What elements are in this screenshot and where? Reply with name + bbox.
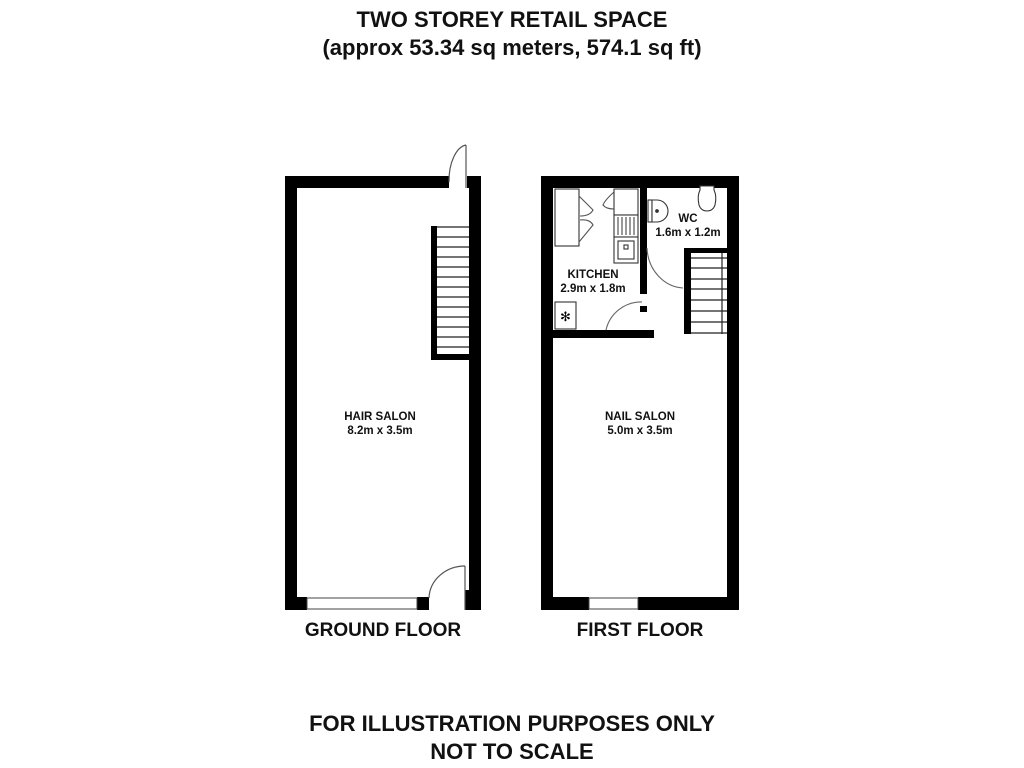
ground-floor-window <box>307 598 417 609</box>
ground-floor-walls <box>285 176 481 610</box>
disclaimer-line-1: FOR ILLUSTRATION PURPOSES ONLY <box>309 711 715 736</box>
ground-floor-plan <box>285 145 481 610</box>
room-dimensions: 5.0m x 3.5m <box>607 425 673 437</box>
first-floor-window <box>589 598 638 609</box>
plan-area-subtitle: (approx 53.34 sq meters, 574.1 sq ft) <box>322 35 702 60</box>
room-label-kitchen <box>552 268 634 296</box>
room-name: KITCHEN <box>567 269 619 281</box>
ground-floor-front-door <box>429 566 465 610</box>
ground-floor-staircase <box>431 226 471 360</box>
kitchen-fixtures <box>555 189 638 329</box>
disclaimer-line-2: NOT TO SCALE <box>430 739 594 764</box>
hob-icon: ✻ <box>560 310 571 325</box>
floor-label-first: FIRST FLOOR <box>576 620 704 641</box>
room-dimensions: 1.6m x 1.2m <box>655 227 721 239</box>
room-name: NAIL SALON <box>604 411 676 423</box>
room-dimensions: 2.9m x 1.8m <box>560 283 626 295</box>
first-floor-plan <box>541 176 739 610</box>
wc-door <box>647 248 683 288</box>
room-dimensions: 8.2m x 3.5m <box>347 425 413 437</box>
room-label-hair-salon <box>330 410 430 438</box>
kitchen-door <box>606 302 642 330</box>
ground-floor-top-door <box>449 145 466 188</box>
room-label-wc <box>648 212 728 240</box>
room-name: HAIR SALON <box>344 411 416 423</box>
floor-label-ground: GROUND FLOOR <box>304 620 462 641</box>
plan-title: TWO STOREY RETAIL SPACE <box>356 7 668 32</box>
first-floor-staircase <box>691 253 727 334</box>
room-label-nail-salon <box>590 410 690 438</box>
room-name: WC <box>678 213 698 225</box>
